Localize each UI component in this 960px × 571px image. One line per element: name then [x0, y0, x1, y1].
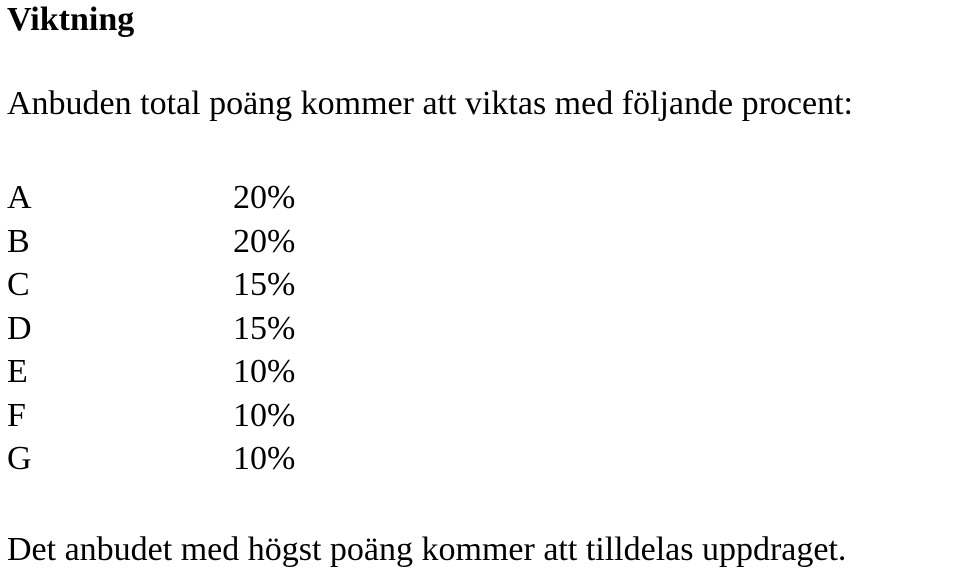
weight-percent: 15% — [233, 309, 296, 347]
weight-percent: 20% — [233, 179, 296, 216]
weight-letter: A — [7, 179, 32, 216]
weight-list — [7, 176, 327, 481]
weight-row-c — [7, 263, 327, 307]
intro-paragraph: Anbuden total poäng kommer att viktas med följande procent: — [7, 85, 853, 122]
weight-letter: C — [7, 266, 30, 303]
weight-percent: 10% — [233, 440, 296, 477]
closing-paragraph: Det anbudet med högst poäng kommer att tilldelas uppdraget. — [7, 531, 847, 568]
weight-letter: E — [7, 353, 28, 390]
weight-row-a — [7, 176, 327, 220]
weight-letter: F — [7, 396, 26, 434]
section-heading: Viktning — [7, 1, 135, 38]
weight-row-f — [7, 394, 327, 438]
weight-letter: D — [7, 309, 32, 347]
weight-row-e — [7, 350, 327, 394]
weight-row-b — [7, 220, 327, 264]
weight-row-d — [7, 307, 327, 351]
weight-row-g — [7, 437, 327, 481]
weight-letter: B — [7, 222, 30, 260]
weight-percent: 10% — [233, 353, 296, 390]
weight-letter: G — [7, 440, 32, 477]
weight-percent: 10% — [233, 396, 296, 434]
weight-percent: 15% — [233, 266, 296, 303]
weight-percent: 20% — [233, 222, 296, 260]
